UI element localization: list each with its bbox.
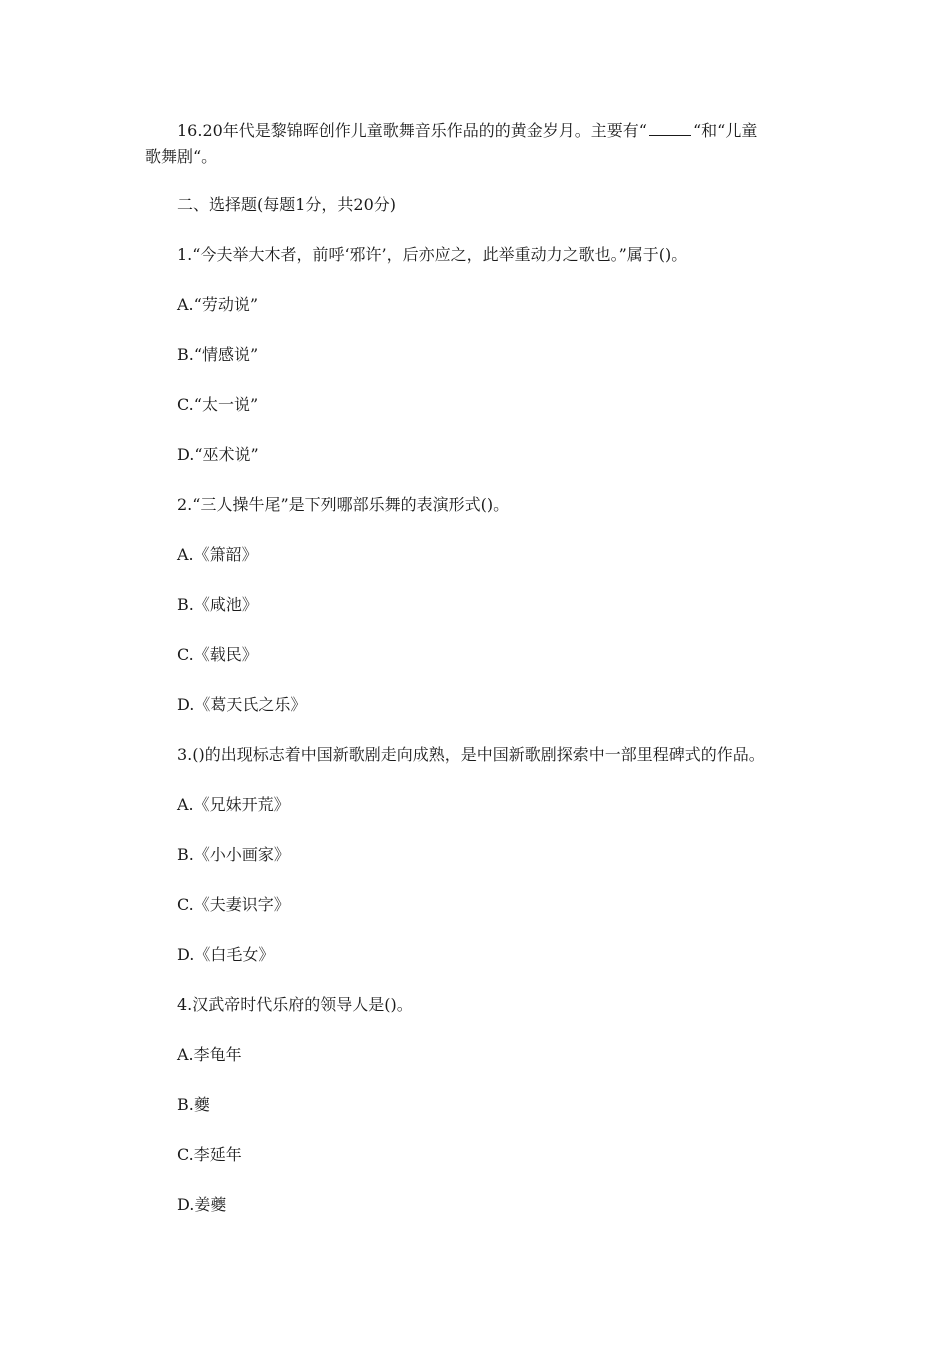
question-16-text-before: 16.20年代是黎锦晖创作儿童歌舞音乐作品的的黄金岁月。主要有“ [177, 121, 647, 140]
answer-blank [649, 121, 691, 136]
question-4-option-d: D.姜夔 [177, 1195, 227, 1214]
question-2-option-a: A.《箫韶》 [177, 545, 258, 564]
question-3-option-b: B.《小小画家》 [177, 845, 290, 864]
question-1-option-d: D.“巫术说” [177, 445, 259, 464]
question-1-option-b: B.“情感说” [177, 345, 259, 364]
section-heading: 二、选择题(每题1分，共20分) [177, 195, 397, 214]
question-2-option-b: B.《咸池》 [177, 595, 258, 614]
question-2-stem: 2.“三人操牛尾”是下列哪部乐舞的表演形式()。 [177, 495, 510, 514]
question-3-option-d: D.《白毛女》 [177, 945, 275, 964]
question-4-stem: 4.汉武帝时代乐府的领导人是()。 [177, 995, 413, 1014]
question-1-option-c: C.“太一说” [177, 395, 259, 414]
fill-in-question-16 [145, 118, 815, 170]
question-1-option-a: A.“劳动说” [177, 295, 259, 314]
question-4-option-b: B.夔 [177, 1095, 210, 1114]
question-3-option-c: C.《夫妻识字》 [177, 895, 290, 914]
question-2-option-d: D.《葛天氏之乐》 [177, 695, 307, 714]
question-16-text-after: “和“儿童 [693, 121, 758, 140]
question-1-stem: 1.“今夫举大木者，前呼‘邪许’，后亦应之，此举重动力之歌也。”属于()。 [177, 245, 688, 264]
question-3-option-a: A.《兄妹开荒》 [177, 795, 290, 814]
question-4-option-a: A.李龟年 [177, 1045, 242, 1064]
question-16-line-2: 歌舞剧“。 [145, 147, 218, 166]
question-2-option-c: C.《载民》 [177, 645, 258, 664]
question-4-option-c: C.李延年 [177, 1145, 242, 1164]
question-16-line-1 [145, 118, 815, 144]
question-3-stem: 3.()的出现标志着中国新歌剧走向成熟，是中国新歌剧探索中一部里程碑式的作品。 [177, 745, 765, 764]
